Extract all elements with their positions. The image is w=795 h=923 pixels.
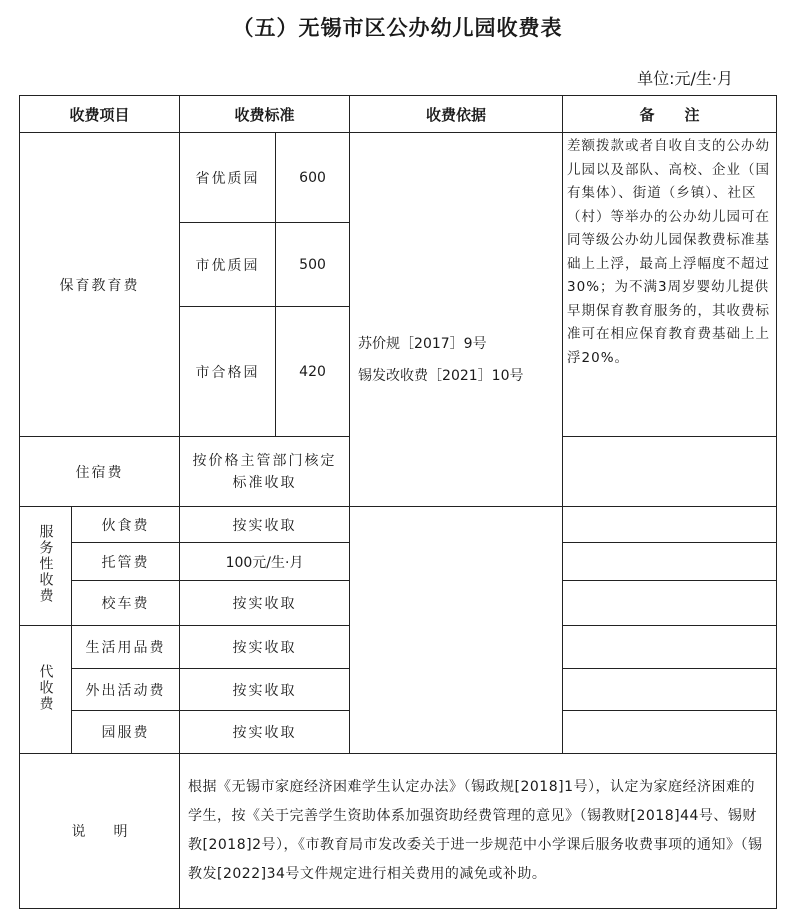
remarks-cell: 差额拨款或者自收自支的公办幼儿园以及部队、高校、企业（国有集体）、街道（乡镇）、社区（村）等举办的公办幼儿园可在同等级公办幼儿园保教费标准基础上上浮，最高上浮幅度不超过30%；为不满3周岁婴幼儿提供早期保育教育服务的，其收费标准可在相应保育教育费基础上上浮20%。 [563,133,777,437]
service-fee-standard: 按实收取 [180,507,350,543]
header-basis: 收费依据 [350,96,563,133]
remarks-empty [563,437,777,507]
agency-fee-standard: 按实收取 [180,669,350,711]
table-row [20,133,777,223]
page-title: （五）无锡市区公办幼儿园收费表 [232,16,563,40]
explanation-label: 说 明 [20,754,180,909]
agency-fee-standard: 按实收取 [180,626,350,669]
agency-fee-standard: 按实收取 [180,711,350,754]
lodging-label: 住宿费 [20,437,180,507]
fee-basis-cell [350,133,563,507]
remarks-empty [563,669,777,711]
remarks-empty [563,543,777,581]
service-fee-group-label: 服务性收费 [37,524,54,604]
remarks-empty [563,626,777,669]
basis-line-2: 锡发改收费［2021］10号 [358,368,524,384]
table-row [20,507,777,543]
remarks-empty [563,507,777,543]
lodging-standard: 按价格主管部门核定标准收取 [180,437,350,507]
service-fee-name: 托管费 [72,543,180,581]
care-level-amount: 500 [276,223,350,307]
header-row [20,96,777,133]
fee-table [19,95,777,909]
remarks-empty [563,581,777,626]
explanation-text: 根据《无锡市家庭经济困难学生认定办法》（锡政规[2018]1号），认定为家庭经济困难的学生，按《关于完善学生资助体系加强资助经费管理的意见》（锡教财[2018]44号、锡财教[2018]2号），《市教育局市发改委关于进一步规范中小学课后服务收费事项的通知》（锡教发[2022]34号文件规定进行相关费用的减免或补助。 [180,754,777,909]
header-remarks: 备 注 [563,96,777,133]
care-level-amount: 420 [276,307,350,437]
care-level-amount: 600 [276,133,350,223]
care-level-name: 市合格园 [180,307,276,437]
basis-line-1: 苏价规［2017］9号 [358,336,487,352]
care-level-name: 市优质园 [180,223,276,307]
header-item: 收费项目 [20,96,180,133]
basis-empty [350,507,563,754]
service-fee-name: 校车费 [72,581,180,626]
agency-fee-group-label: 代收费 [37,663,54,712]
agency-fee-name: 生活用品费 [72,626,180,669]
agency-fee-name: 园服费 [72,711,180,754]
care-fee-label: 保育教育费 [20,133,180,437]
header-standard: 收费标准 [180,96,350,133]
service-fee-group [20,507,72,626]
remarks-empty [563,711,777,754]
service-fee-name: 伙食费 [72,507,180,543]
care-level-name: 省优质园 [180,133,276,223]
agency-fee-name: 外出活动费 [72,669,180,711]
explanation-row [20,754,777,909]
service-fee-standard: 按实收取 [180,581,350,626]
agency-fee-group [20,626,72,754]
unit-label: 单位:元/生·月 [637,69,733,88]
service-fee-standard: 100元/生·月 [180,543,350,581]
